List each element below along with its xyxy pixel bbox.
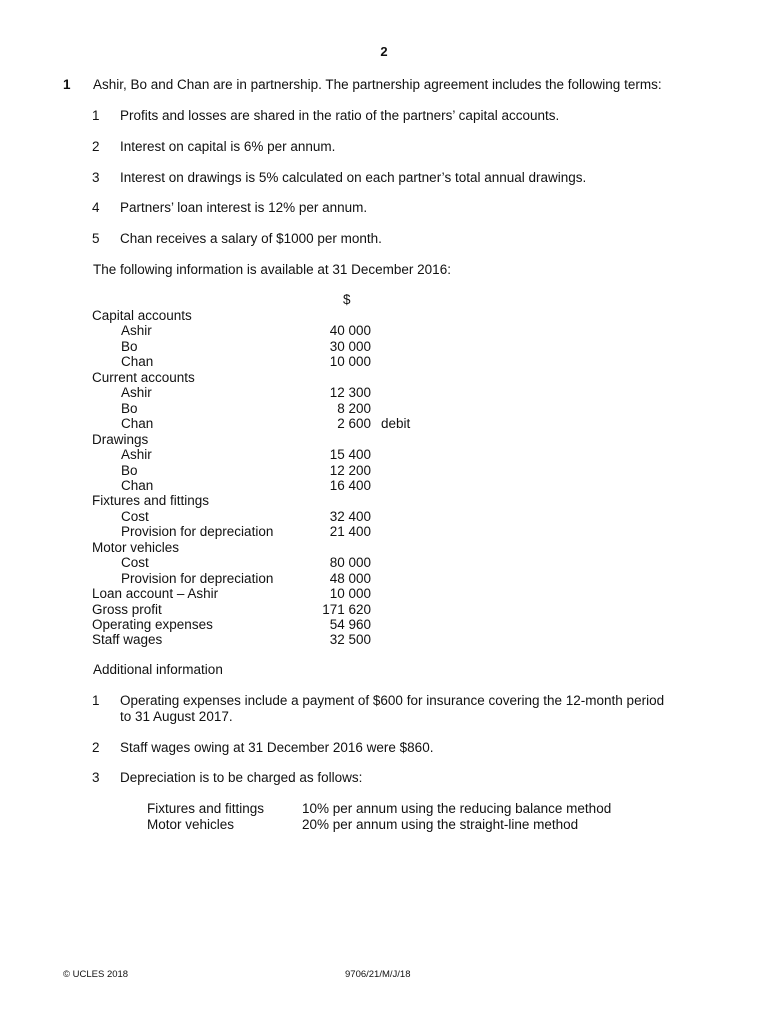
table-row-value: 8 200 <box>337 401 371 416</box>
footer-code: 9706/21/M/J/18 <box>345 969 411 980</box>
table-row-value: 80 000 <box>329 555 371 570</box>
table-row-value: 16 400 <box>329 478 371 493</box>
depreciation-asset: Motor vehicles <box>147 817 235 832</box>
currency-header: $ <box>343 292 351 307</box>
table-row-label: Current accounts <box>92 370 195 385</box>
table-row-value: 10 000 <box>329 586 371 601</box>
term-text: Profits and losses are shared in the ratio of the partners’ capital accounts. <box>120 108 560 123</box>
table-row-value: 10 000 <box>329 354 371 369</box>
table-row-value: 48 000 <box>329 571 371 586</box>
table-row-label: Fixtures and fittings <box>92 493 210 508</box>
term-text: Interest on drawings is 5% calculated on each partner’s total annual drawings. <box>120 170 587 185</box>
table-row-label: Staff wages <box>92 632 163 647</box>
table-row-label: Chan <box>121 478 154 493</box>
table-row-label: Capital accounts <box>92 308 192 323</box>
question-intro: Ashir, Bo and Chan are in partnership. The partnership agreement includes the following terms: <box>93 77 662 92</box>
info-heading: The following information is available at 31 December 2016: <box>93 262 451 277</box>
table-row-value: 32 500 <box>329 632 371 647</box>
term-text: Chan receives a salary of $1000 per month. <box>120 231 382 246</box>
additional-text: Staff wages owing at 31 December 2016 were $860. <box>120 740 434 755</box>
table-row-label: Chan <box>121 416 154 431</box>
table-row-label: Loan account – Ashir <box>92 586 219 601</box>
table-row-value: 32 400 <box>329 509 371 524</box>
additional-text: Operating expenses include a payment of $600 for insurance covering the 12-month period <box>120 693 665 708</box>
table-row-value: 2 600 <box>337 416 371 431</box>
additional-text: Depreciation is to be charged as follows: <box>120 770 363 785</box>
depreciation-method: 20% per annum using the straight-line method <box>302 817 579 832</box>
depreciation-asset: Fixtures and fittings <box>147 801 265 816</box>
table-row-label: Drawings <box>92 432 149 447</box>
term-number: 1 <box>92 108 100 123</box>
term-number: 2 <box>92 139 100 154</box>
table-row-value: 12 300 <box>329 385 371 400</box>
term-number: 4 <box>92 200 100 215</box>
term-number: 5 <box>92 231 100 246</box>
table-row-label: Motor vehicles <box>92 540 180 555</box>
additional-heading: Additional information <box>93 662 223 677</box>
table-row-label: Gross profit <box>92 602 162 617</box>
table-row-label: Cost <box>121 555 149 570</box>
term-text: Interest on capital is 6% per annum. <box>120 139 336 154</box>
table-row-value: 21 400 <box>329 524 371 539</box>
table-row-value: 15 400 <box>329 447 371 462</box>
additional-number: 1 <box>92 693 100 708</box>
table-row-label: Provision for depreciation <box>121 571 274 586</box>
footer-copyright: © UCLES 2018 <box>63 969 129 980</box>
depreciation-method: 10% per annum using the reducing balance method <box>302 801 612 816</box>
table-row-label: Cost <box>121 509 149 524</box>
table-row-label: Ashir <box>121 385 152 400</box>
table-row-label: Bo <box>121 463 138 478</box>
term-number: 3 <box>92 170 100 185</box>
table-row-value: 54 960 <box>329 617 371 632</box>
term-text: Partners’ loan interest is 12% per annum. <box>120 200 368 215</box>
table-row-value: 12 200 <box>329 463 371 478</box>
additional-number: 3 <box>92 770 100 785</box>
table-row-value: 171 620 <box>322 602 371 617</box>
table-row-value: 30 000 <box>329 339 371 354</box>
question-number: 1 <box>63 77 71 92</box>
table-row-label: Bo <box>121 339 138 354</box>
additional-number: 2 <box>92 740 100 755</box>
table-row-label: Ashir <box>121 447 152 462</box>
table-row-label: Provision for depreciation <box>121 524 274 539</box>
table-row-label: Ashir <box>121 323 152 338</box>
table-row-label: Chan <box>121 354 154 369</box>
table-row-note: debit <box>381 416 411 431</box>
additional-text-continued: to 31 August 2017. <box>120 709 233 724</box>
page-number: 2 <box>380 44 388 59</box>
table-row-label: Operating expenses <box>92 617 213 632</box>
table-row-value: 40 000 <box>329 323 371 338</box>
table-row-label: Bo <box>121 401 138 416</box>
